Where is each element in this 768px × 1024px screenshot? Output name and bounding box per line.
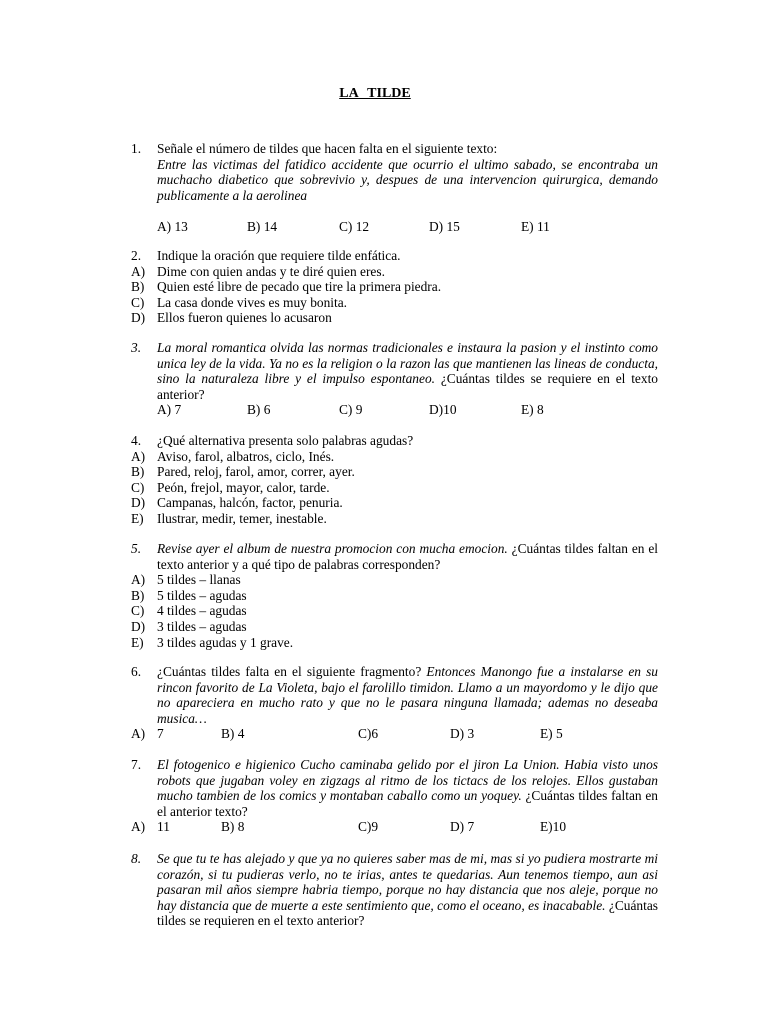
answer-options: [157, 819, 658, 835]
option-a: 7: [157, 726, 164, 742]
question-prompt: ¿Qué alternativa presenta solo palabras agudas?: [157, 433, 414, 448]
option-label: B): [131, 464, 145, 480]
question-number: 2.: [131, 248, 142, 263]
option-c: C) 9: [339, 402, 363, 418]
option-text: 3 tildes agudas y 1 grave.: [157, 634, 294, 650]
option-a: [131, 264, 658, 280]
option-c: [131, 480, 658, 496]
option-d: [131, 495, 658, 511]
question-number: 1.: [131, 141, 142, 156]
option-b: B) 4: [221, 726, 245, 742]
option-text: Aviso, farol, albatros, ciclo, Inés.: [157, 448, 335, 464]
question-text: El fotogenico e higienico Cucho caminaba gelido por el jiron La Union. Habia visto unos robots que jugaban voley en zigzags al ritmo de los tictacs de los relojes. Ellos gustaban mucho tambien de los comics y montaban caballo como un yoquey.: [157, 757, 658, 804]
question-number: 7.: [131, 757, 142, 772]
option-d: D)10: [429, 402, 457, 418]
question-number: 5.: [131, 541, 142, 556]
option-label: A): [131, 263, 146, 279]
option-e: [131, 635, 658, 651]
option-a: A) 7: [157, 402, 182, 418]
question-number: 4.: [131, 433, 142, 448]
option-e: E) 11: [521, 219, 550, 235]
option-label: A): [131, 726, 146, 742]
question-text-block: [157, 851, 658, 929]
option-label: C): [131, 603, 145, 619]
option-a: A) 13: [157, 219, 188, 235]
option-c: [131, 295, 658, 311]
option-text: 3 tildes – agudas: [157, 618, 247, 634]
option-d: [131, 310, 658, 326]
option-b: B) 8: [221, 819, 245, 835]
answer-options: [157, 402, 658, 418]
question-3: [131, 340, 658, 418]
option-b: [131, 588, 658, 604]
question-prompt: Señale el número de tildes que hacen falta en el siguiente texto:: [157, 141, 498, 156]
option-d: [131, 619, 658, 635]
option-a: [131, 572, 658, 588]
option-label: A): [131, 819, 146, 835]
option-c: C)6: [358, 726, 379, 742]
option-label: D): [131, 310, 146, 326]
option-label: C): [131, 479, 145, 495]
option-text: Pared, reloj, farol, amor, correr, ayer.: [157, 464, 355, 480]
question-prompt: ¿Cuántas tildes faltan en el texto anterior y a qué tipo de palabras corresponden?: [157, 541, 658, 572]
option-a: 11: [157, 819, 170, 835]
option-text: Campanas, halcón, factor, penuria.: [157, 495, 343, 511]
question-text-block: [157, 541, 658, 572]
question-prompt: ¿Cuántas tildes se requieren en el texto anterior?: [157, 897, 658, 929]
question-text: Se que tu te has alejado y que ya no quieres saber mas de mi, mas si yo pudiera mostrarte mi corazón, si tu pudieras verlo, no te irias, antes te quedarias. Aun tenemos tiempo, aun asi pasaran mil años siempre habria tiempo, porque no hay distancia que nos aleje, porque no hay distancia que de muerte a este sentimiento que, como el oceano, es inacabable.: [157, 851, 658, 913]
question-prompt: Indique la oración que requiere tilde enfática.: [157, 248, 401, 263]
option-text: Ilustrar, medir, temer, inestable.: [157, 510, 327, 526]
option-a: [131, 449, 658, 465]
question-number: 3.: [131, 340, 142, 355]
question-6: [131, 664, 658, 742]
option-c: [131, 603, 658, 619]
option-c: C)9: [358, 819, 379, 835]
option-d: D) 3: [450, 726, 475, 742]
question-7: [131, 757, 658, 835]
option-label: A): [131, 572, 146, 588]
question-text: Revise ayer el album de nuestra promocion con mucha emocion.: [157, 541, 508, 556]
option-label: D): [131, 495, 146, 511]
question-1: [131, 141, 658, 235]
option-label: E): [131, 634, 144, 650]
option-text: 5 tildes – llanas: [157, 572, 241, 588]
option-text: Ellos fueron quienes lo acusaron: [157, 310, 332, 326]
question-text: Entonces Manongo fue a instalarse en su rincon favorito de La Violeta, bajo el farolillo timidon. Llamo a un mayordomo y le dijo que no apareciera en mucho rato y que no le pasara ninguna llamada; ademas no deseaba musica…: [157, 664, 659, 726]
question-text: La moral romantica olvida las normas tradicionales e instaura la pasion y el instinto como unica ley de la vida. Ya no es la religion o la razon las que mantienen las lineas de conducta, sino la naturaleza libre y el impulso espontaneo.: [157, 340, 658, 387]
answer-options: [157, 219, 658, 235]
option-b: [131, 464, 658, 480]
question-text-block: [157, 757, 658, 819]
question-text: Entre las victimas del fatidico accidente que ocurrio el ultimo sabado, se encontraba un muchacho diabetico que sobrevivio y, despues de una intervencion quirurgica, demando publicamente a la aerolinea: [157, 156, 658, 203]
option-d: D) 15: [429, 219, 460, 235]
option-label: D): [131, 618, 146, 634]
option-label: B): [131, 587, 145, 603]
question-number: 8.: [131, 851, 142, 866]
option-label: B): [131, 279, 145, 295]
question-text-block: [157, 664, 658, 726]
question-8: [131, 851, 658, 929]
option-label: A): [131, 448, 146, 464]
option-c: C) 12: [339, 219, 370, 235]
option-label: E): [131, 510, 144, 526]
option-text: 5 tildes – agudas: [157, 587, 247, 603]
question-text-block: [157, 340, 658, 402]
question-2: [131, 248, 658, 326]
option-text: Dime con quien andas y te diré quien eres.: [157, 263, 385, 279]
question-4: [131, 433, 658, 527]
option-b: B) 14: [247, 219, 278, 235]
option-text: Peón, frejol, mayor, calor, tarde.: [157, 479, 330, 495]
page-title: LA TILDE: [339, 86, 411, 101]
option-e: E) 5: [540, 726, 563, 742]
option-label: C): [131, 294, 145, 310]
option-text: La casa donde vives es muy bonita.: [157, 294, 348, 310]
question-prompt: ¿Cuántas tildes faltan en el anterior texto?: [157, 788, 659, 819]
option-e: E)10: [540, 819, 567, 835]
option-d: D) 7: [450, 819, 475, 835]
option-e: [131, 511, 658, 527]
question-5: [131, 541, 658, 650]
option-b: [131, 279, 658, 295]
option-text: 4 tildes – agudas: [157, 603, 247, 619]
answer-options: [157, 726, 658, 742]
option-e: E) 8: [521, 402, 544, 418]
question-number: 6.: [131, 664, 142, 679]
question-prompt: ¿Cuántas tildes falta en el siguiente fragmento?: [157, 664, 427, 679]
option-text: Quien esté libre de pecado que tire la primera piedra.: [157, 279, 442, 295]
option-b: B) 6: [247, 402, 271, 418]
question-prompt: ¿Cuántas tildes se requiere en el texto anterior?: [157, 371, 658, 402]
